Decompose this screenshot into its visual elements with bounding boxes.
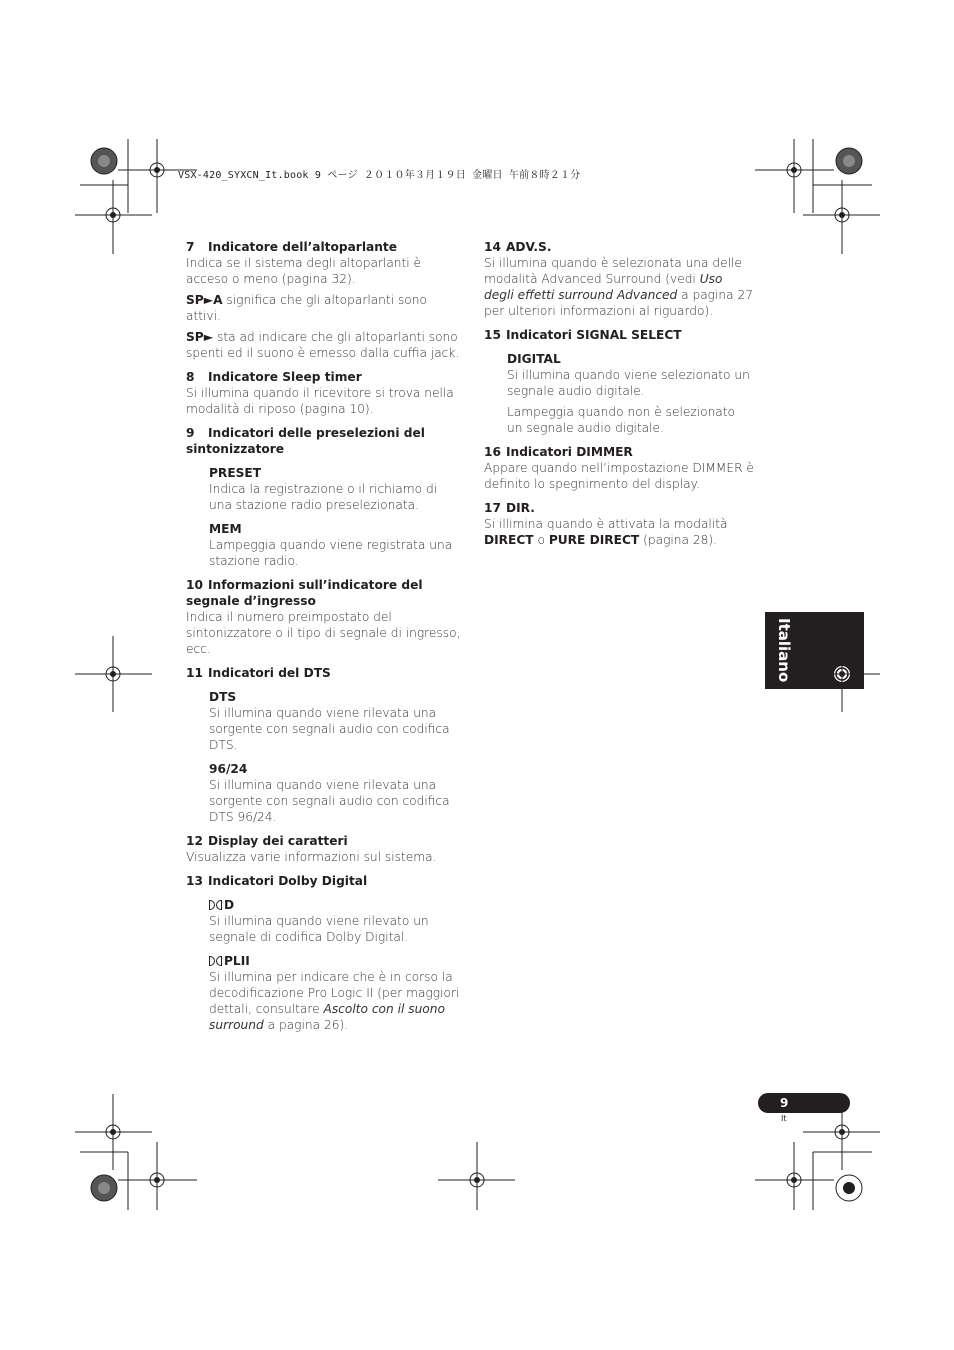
paragraph: Si illumina quando il ricevitore si trova nella modalità di riposo (pagina 10). bbox=[186, 386, 454, 416]
cross-reference: Uso degli effetti surround Advanced bbox=[484, 272, 723, 302]
section-number: 15 bbox=[484, 328, 501, 342]
section-number: 10 bbox=[186, 578, 203, 592]
subsection-dts bbox=[209, 689, 462, 753]
paragraph: Appare quando nell’impostazione DIMMER è definito lo spegnimento del display. bbox=[484, 461, 754, 491]
section-number: 17 bbox=[484, 501, 501, 515]
subsection-title: D bbox=[224, 898, 235, 912]
subsection-pro-logic bbox=[209, 953, 462, 1033]
section-7 bbox=[186, 239, 462, 361]
paragraph: Si illumina quando viene selezionato un segnale audio digitale. bbox=[507, 368, 750, 398]
section-title: Display dei caratteri bbox=[208, 834, 348, 848]
paragraph: Si illumina quando è selezionata una delle modalità Advanced Surround (vedi Uso degli effetti surround Advanced a pagina 27 per ulteriori informazioni al riguardo). bbox=[484, 256, 753, 318]
section-8 bbox=[186, 369, 462, 417]
section-title: Indicatori del DTS bbox=[208, 666, 331, 680]
paragraph: Indica il numero preimpostato del sintonizzatore o il tipo di segnale di ingresso, ecc. bbox=[186, 610, 461, 656]
section-number: 7 bbox=[186, 240, 195, 254]
section-number: 13 bbox=[186, 874, 203, 888]
subsection-title: 96/24 bbox=[209, 762, 248, 776]
section-10 bbox=[186, 577, 462, 657]
mode-name: PURE DIRECT bbox=[548, 533, 640, 547]
subsection-title: PRESET bbox=[209, 466, 262, 480]
paragraph: Lampeggia quando non è selezionato un segnale audio digitale. bbox=[507, 405, 735, 435]
left-column bbox=[186, 239, 462, 1041]
paragraph: Lampeggia quando viene registrata una stazione radio. bbox=[209, 538, 453, 568]
section-11 bbox=[186, 665, 462, 825]
language-tab-label: Italiano bbox=[775, 618, 793, 683]
subsection-title: DIGITAL bbox=[507, 352, 561, 366]
mode-name: DIRECT bbox=[484, 533, 534, 547]
subsection-dolby-digital bbox=[209, 897, 462, 945]
section-title: Indicatori SIGNAL SELECT bbox=[506, 328, 682, 342]
cross-reference: Ascolto con il suono surround bbox=[209, 1002, 445, 1032]
section-17 bbox=[484, 500, 754, 548]
indicator-label: SP►A bbox=[186, 293, 223, 307]
paragraph: Visualizza varie informazioni sul sistema. bbox=[186, 850, 437, 864]
section-9 bbox=[186, 425, 462, 569]
section-title: DIR. bbox=[506, 501, 535, 515]
paragraph: Si illimina quando è attivata la modalità DIRECT o PURE DIRECT (pagina 28). bbox=[484, 517, 728, 547]
section-number: 14 bbox=[484, 240, 501, 254]
section-16 bbox=[484, 444, 754, 492]
subsection-digital bbox=[507, 351, 754, 436]
indicator-label: SP► bbox=[186, 330, 214, 344]
subsection-title: DTS bbox=[209, 690, 237, 704]
section-number: 9 bbox=[186, 426, 195, 440]
section-number: 8 bbox=[186, 370, 195, 384]
section-14 bbox=[484, 239, 754, 319]
section-12 bbox=[186, 833, 462, 865]
paragraph: Indica la registrazione o il richiamo di una stazione radio preselezionata. bbox=[209, 482, 438, 512]
file-info-header: VSX-420_SYXCN_It.book 9 ページ ２０１０年３月１９日 金曜日 午前８時２１分 bbox=[178, 170, 581, 181]
dolby-logo-icon bbox=[209, 956, 223, 966]
page-number-badge bbox=[758, 1093, 850, 1113]
subsection-mem bbox=[209, 521, 462, 569]
subsection-title: MEM bbox=[209, 522, 242, 536]
paragraph: Si illumina quando viene rilevato un segnale di codifica Dolby Digital. bbox=[209, 914, 429, 944]
paragraph: Si illumina quando viene rilevata una sorgente con segnali audio con codifica DTS. bbox=[209, 706, 450, 752]
dolby-logo-icon bbox=[209, 900, 223, 910]
section-15 bbox=[484, 327, 754, 436]
paragraph: Indica se il sistema degli altoparlanti è acceso o meno (pagina 32). bbox=[186, 256, 422, 286]
section-number: 16 bbox=[484, 445, 501, 459]
language-code: It bbox=[781, 1114, 787, 1123]
paragraph: SP► sta ad indicare che gli altoparlanti sono spenti ed il suono è emesso dalla cuffia jack. bbox=[186, 330, 460, 360]
section-title: Indicatore Sleep timer bbox=[208, 370, 362, 384]
subsection-96-24 bbox=[209, 761, 462, 825]
subsection-title: PLII bbox=[224, 954, 250, 968]
section-number: 11 bbox=[186, 666, 203, 680]
subsection-preset bbox=[209, 465, 462, 513]
section-number: 12 bbox=[186, 834, 203, 848]
section-title: Indicatori Dolby Digital bbox=[208, 874, 368, 888]
section-title: ADV.S. bbox=[506, 240, 552, 254]
section-13 bbox=[186, 873, 462, 1033]
section-title: Indicatore dell’altoparlante bbox=[208, 240, 397, 254]
paragraph: Si illumina per indicare che è in corso la decodificazione Pro Logic II (per maggiori dettali, consultare Ascolto con il suono surround a pagina 26). bbox=[209, 970, 460, 1032]
paragraph: SP►A significa che gli altoparlanti sono attivi. bbox=[186, 293, 427, 323]
paragraph: Si illumina quando viene rilevata una sorgente con segnali audio con codifica DTS 96/24. bbox=[209, 778, 450, 824]
right-column bbox=[484, 239, 754, 556]
section-title: Informazioni sull’indicatore del segnale d’ingresso bbox=[186, 578, 423, 608]
section-title: Indicatori DIMMER bbox=[506, 445, 633, 459]
section-title: Indicatori delle preselezioni del sintonizzatore bbox=[186, 426, 425, 456]
page-number: 9 bbox=[780, 1096, 789, 1110]
